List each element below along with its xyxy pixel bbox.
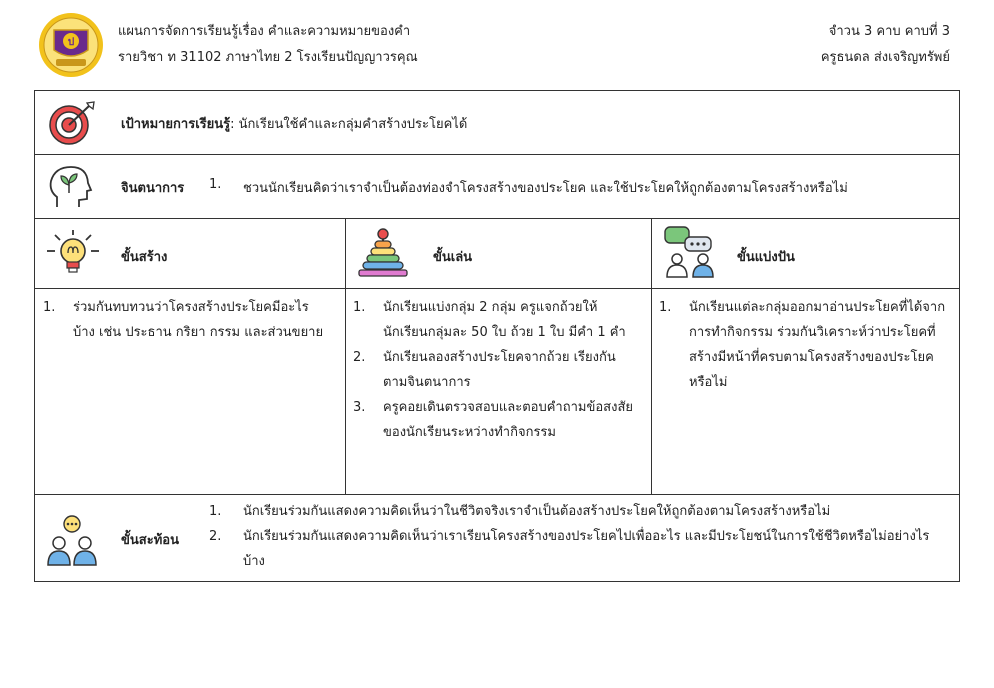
plan-title: แผนการจัดการเรียนรู้เรื่อง คำและความหมายของคำ xyxy=(118,24,411,39)
stage-create-list xyxy=(43,295,325,345)
lightbulb-icon xyxy=(45,229,101,277)
subject-line: รายวิชา ท 31102 ภาษาไทย 2 โรงเรียนปัญญาวรคุณ xyxy=(118,50,418,65)
imagination-text: ชวนนักเรียนคิดว่าเราจำเป็นต้องท่องจำโครงสร้างของประโยค และใช้ประโยคให้ถูกต้องตามโครงสร้างหรือไม่ xyxy=(243,181,848,196)
period-info: จำวน 3 คาบ คาบที่ 3 xyxy=(828,24,950,39)
objective-row xyxy=(35,91,959,155)
stage-create-heading: ขั้นสร้าง xyxy=(121,250,168,265)
people-chat-icon xyxy=(663,225,719,281)
reflection-label: ขั้นสะท้อน xyxy=(121,533,179,548)
imagination-label: จินตนาการ xyxy=(121,181,185,196)
imagination-row xyxy=(35,155,959,219)
svg-text:ป: ป xyxy=(67,37,75,48)
list-item: 1. นักเรียนร่วมกันแสดงความคิดเห็นว่าในชีวิตจริงเราจำเป็นต้องสร้างประโยคให้ถูกต้องตามโครงสร้างหรือไม่ xyxy=(209,504,831,519)
stage-share-list xyxy=(659,295,949,395)
school-logo xyxy=(38,12,104,78)
stage-heading-row xyxy=(35,219,959,289)
lesson-table xyxy=(34,90,960,582)
stage-play-list xyxy=(353,295,639,445)
imagination-number: 1. xyxy=(209,177,222,192)
list-item: 1. นักเรียนแต่ละกลุ่มออกมาอ่านประโยคที่ได้จากการทำกิจกรรม ร่วมกันวิเคราะห์ว่าประโยคที่สร้างมีหน้าที่ครบตามโครงสร้างของประโยคหรือไม่ xyxy=(659,300,946,390)
list-item: 3. ครูคอยเดินตรวจสอบและตอบคำถามข้อสงสัยของนักเรียนระหว่างทำกิจกรรม xyxy=(353,400,634,440)
stage-share-heading: ขั้นแบ่งปัน xyxy=(737,250,795,265)
list-item: 1. ร่วมกันทบทวนว่าโครงสร้างประโยคมีอะไรบ้าง เช่น ประธาน กริยา กรรม และส่วนขยาย xyxy=(43,300,324,340)
objective-label: เป้าหมายการเรียนรู้ xyxy=(121,117,231,132)
list-item: 1. นักเรียนแบ่งกลุ่ม 2 กลุ่ม ครูแจกถ้วยให้นักเรียนกลุ่มละ 50 ใบ ถ้วย 1 ใบ มีคำ 1 คำ xyxy=(353,300,626,340)
people-talking-icon xyxy=(45,515,99,567)
teacher-name: ครูธนดล ส่งเจริญทรัพย์ xyxy=(820,50,950,65)
list-item: 2. นักเรียนร่วมกันแสดงความคิดเห็นว่าเราเรียนโครงสร้างของประโยคไปเพื่ออะไร และมีประโยชน์ในการใช้ชีวิตหรือไม่อย่างไรบ้าง xyxy=(209,529,930,569)
reflection-list xyxy=(209,499,939,574)
stage-play-heading: ขั้นเล่น xyxy=(433,250,473,265)
reflection-row xyxy=(35,495,959,581)
list-item: 2. นักเรียนลองสร้างประโยคจากถ้วย เรียงกันตามจินตนาการ xyxy=(353,350,616,390)
objective-text: : นักเรียนใช้คำและกลุ่มคำสร้างประโยคได้ xyxy=(230,117,468,132)
head-plant-icon xyxy=(47,163,93,211)
target-icon xyxy=(47,100,97,146)
stage-content-row xyxy=(35,289,959,495)
ring-stack-toy-icon xyxy=(355,227,411,279)
